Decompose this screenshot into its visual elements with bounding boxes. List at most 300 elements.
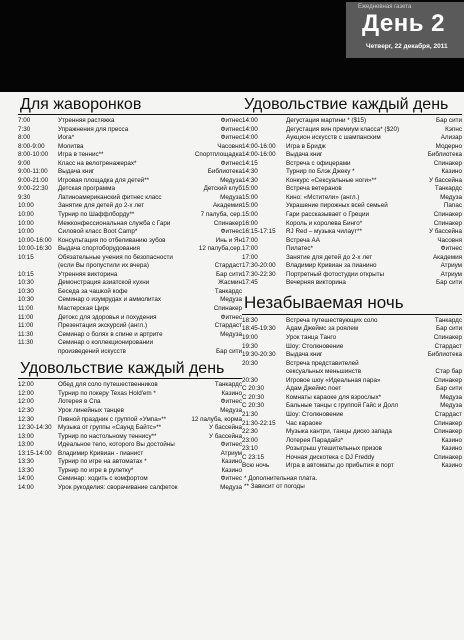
schedule-row	[242, 437, 462, 446]
event-time: 17:00	[242, 236, 258, 244]
event-time: 23:00	[242, 436, 258, 444]
event-time	[18, 348, 58, 357]
event-time: 10:00-16:30	[18, 245, 52, 253]
event-time: 20:30	[242, 359, 258, 367]
event-location: Библиотека	[207, 168, 242, 176]
event-time: 14:00	[242, 117, 258, 124]
event-name: Консультация по отбеливанию зубов	[58, 236, 166, 244]
event-location: Спинакер	[213, 219, 242, 227]
event-time: 18:45-19:30	[242, 325, 276, 333]
event-location: Атриум	[440, 270, 462, 278]
event-name: Обед для соло путешественников	[58, 381, 158, 389]
event-location: Спинакер	[433, 211, 462, 219]
schedule-row	[242, 177, 462, 186]
event-location: Часовня	[437, 236, 462, 244]
event-time: 9:00-22:30	[18, 185, 49, 193]
event-name: Турнир по настольному теннису**	[58, 432, 157, 440]
schedule-row	[18, 134, 242, 143]
event-location: Фитнес	[220, 159, 242, 167]
event-name: Игра в Бридж	[286, 142, 326, 150]
schedule-row	[242, 211, 462, 220]
schedule-row	[18, 305, 242, 314]
event-location: Танкардс	[214, 381, 242, 389]
event-time: 19:00	[242, 334, 258, 342]
event-location: Бар сити	[216, 347, 242, 355]
event-location: У бассейна	[428, 176, 462, 184]
event-time: 10:00	[18, 219, 34, 227]
event-name: Демонстрация азиатской кухни	[58, 279, 150, 287]
event-location: Казино	[441, 168, 462, 176]
event-name: RJ Red – музыка чилаут**	[286, 228, 362, 236]
section-title: Удовольствие каждый день	[242, 96, 462, 115]
schedule-row	[18, 117, 242, 126]
event-name: Мастерская Цирк	[58, 305, 109, 313]
event-location: Стардаст	[434, 342, 462, 350]
schedule-row	[242, 368, 462, 377]
event-time: 8:00	[18, 134, 31, 142]
event-name: Аукцион искусств с шампанским	[286, 134, 381, 142]
schedule-row	[242, 394, 462, 403]
schedule-row	[242, 271, 462, 280]
event-time: 11:00	[18, 313, 34, 321]
event-name: Занятие для детей до 2-х лет	[286, 253, 373, 261]
event-name: Межконфессиональная служба с Гари	[58, 219, 171, 227]
event-time: 15:00	[242, 211, 258, 219]
event-time: 17:00	[242, 245, 258, 253]
event-name: Музыка кантри, танцы диско запада	[286, 428, 392, 436]
schedule-row	[242, 194, 462, 203]
event-location: Атриум	[440, 262, 462, 270]
event-location: Папас	[443, 202, 462, 210]
event-time: 12:00	[18, 398, 34, 406]
schedule-row	[18, 416, 242, 425]
schedule-row	[242, 202, 462, 211]
footnote: ** Зависит от погоды	[244, 483, 305, 491]
schedule-row	[18, 450, 242, 459]
event-location: Танкардс	[434, 185, 462, 193]
event-location: Спинакер	[433, 159, 462, 167]
schedule-row	[18, 228, 242, 237]
event-time: 13:00	[18, 432, 34, 440]
schedule-row	[18, 254, 242, 263]
event-name: Пилатес*	[286, 245, 313, 253]
event-location: Спинакер	[213, 305, 242, 313]
event-location: Медуза	[440, 393, 462, 401]
event-time: 10:30	[18, 287, 34, 295]
event-time: 14:00	[18, 483, 34, 491]
event-name: Турнир по Блэк Джеку *	[286, 168, 355, 176]
schedule-row	[18, 151, 242, 160]
event-time: 9:00-21:00	[18, 176, 49, 184]
schedule-row	[18, 126, 242, 135]
event-location: У бассейна	[428, 228, 462, 236]
event-name: Идеальное тело, которого Вы достойны	[58, 441, 175, 449]
schedule-row	[18, 331, 242, 340]
event-name: Игра в автоматы до прибытия в порт	[286, 462, 394, 470]
left-column	[18, 96, 242, 492]
schedule-row	[18, 143, 242, 152]
event-name: Встреча с офицерами	[286, 159, 351, 167]
schedule-row	[242, 420, 462, 429]
event-time: 15:00	[242, 193, 258, 201]
schedule-row	[242, 254, 462, 263]
event-location: Академия	[212, 202, 242, 210]
event-name: Король и королева Бинго*	[286, 219, 363, 227]
schedule-row	[18, 296, 242, 305]
event-location: Бар сити	[436, 117, 462, 124]
event-name: Дегустация вин премиум класса* ($20)	[286, 125, 400, 133]
event-name: Конкурс «Сексуальные ноги»**	[286, 176, 377, 184]
event-location: Медуза	[220, 193, 242, 201]
section-title: Для жаворонков	[18, 96, 242, 115]
schedule-row	[242, 377, 462, 386]
event-location: Фитнес	[220, 313, 242, 321]
event-name: Класс на велотренажерах*	[58, 159, 137, 167]
event-location: Библиотека	[427, 151, 462, 159]
event-location: Фитнес	[220, 125, 242, 133]
event-name: Выдача книг	[286, 151, 323, 159]
schedule-row	[18, 237, 242, 246]
event-location: Спинакер	[433, 219, 462, 227]
event-time: 16:15-17:15	[242, 228, 276, 236]
event-location: Медуза	[440, 402, 462, 410]
event-location: Медуза	[220, 330, 242, 338]
schedule-row	[242, 151, 462, 160]
event-name: Семинар о изумрудах и аммолитах	[58, 296, 162, 304]
event-time: 12:30	[18, 406, 34, 414]
event-name: Вечерняя викторина	[286, 279, 346, 287]
schedule-row	[242, 220, 462, 229]
event-location: Медуза	[220, 296, 242, 304]
event-name: Час караоке	[286, 419, 322, 427]
schedule-row	[18, 458, 242, 467]
event-location: Спортплощадка	[194, 151, 242, 159]
schedule-row	[18, 467, 242, 476]
event-location: Инь и Ян	[215, 236, 242, 244]
event-time: С 20:30	[242, 402, 265, 410]
event-location: Бар сити	[436, 385, 462, 393]
event-time: 10:00	[18, 202, 34, 210]
event-location: Библиотека	[427, 351, 462, 359]
section-title: Незабываемая ночь	[242, 292, 462, 315]
event-name: Дегустация мартини * ($15)	[286, 117, 367, 124]
schedule-row	[242, 262, 462, 271]
event-time: 8:00-9:00	[18, 142, 45, 150]
event-time: 10:15	[18, 253, 34, 261]
event-time: 7:30	[18, 125, 31, 133]
event-name: Выдача книг	[286, 351, 323, 359]
event-location: 12 палуба, корма	[191, 415, 242, 423]
event-time: 10:00	[18, 211, 34, 219]
event-time: С 23:15	[242, 453, 265, 461]
schedule-row	[242, 343, 462, 352]
schedule-row	[242, 279, 462, 288]
event-name: Встреча представителей	[286, 359, 359, 367]
event-time: 7:00	[18, 117, 31, 124]
event-time: 12:00	[18, 381, 34, 389]
event-name: Адам Джеймс за роялем	[286, 325, 359, 333]
day-date: Четверг, 22 декабря, 2011	[366, 43, 448, 50]
event-time: 11:00	[18, 322, 34, 330]
schedule-row	[242, 134, 462, 143]
event-location: Бар сити	[216, 270, 242, 278]
schedule-row	[242, 160, 462, 169]
event-time: 22:30	[242, 428, 258, 436]
schedule-row	[242, 228, 462, 237]
schedule-row	[18, 381, 242, 390]
event-time: 10:30	[18, 296, 34, 304]
event-time: 17:45	[242, 279, 258, 287]
event-name: Утренняя викторина	[58, 270, 118, 278]
event-location: Казино	[221, 389, 242, 397]
event-name: Шоу: Столкновение	[286, 342, 344, 350]
event-name: Владимир Кривиан за пианино	[286, 262, 377, 270]
event-time: 14:00	[18, 475, 34, 483]
event-location: Академия	[432, 253, 462, 261]
event-location: Фитнес	[220, 134, 242, 142]
event-name: Пивной праздник с группой «Умпа»**	[58, 415, 167, 423]
schedule-row	[242, 402, 462, 411]
event-location: Медуза	[220, 483, 242, 491]
event-location: Фитнес	[220, 228, 242, 236]
event-time: 15:00	[242, 202, 258, 210]
schedule-row	[18, 441, 242, 450]
event-time: 9:30	[18, 193, 31, 201]
event-location: Спинакер	[433, 428, 462, 436]
event-name: Семинар о коллекционировании	[58, 339, 154, 347]
event-name: Гари рассказывает о Греции	[286, 211, 370, 219]
schedule-row	[242, 360, 462, 369]
section-title: Удовольствие каждый день	[18, 360, 242, 379]
event-name: Урок рукоделия: сворачивание салфеток	[58, 483, 178, 491]
event-time: 14:00	[242, 125, 258, 133]
event-time: 13:30	[18, 466, 34, 474]
event-name: Йога*	[58, 134, 75, 142]
event-time: 10:15	[18, 270, 34, 278]
event-time: 15:00	[242, 185, 258, 193]
event-name: Встреча АА	[286, 236, 320, 244]
schedule-row	[18, 407, 242, 416]
event-name: Портретный фотостудии открыты	[286, 270, 385, 278]
schedule-row	[242, 168, 462, 177]
event-time: 12:30-14:30	[18, 424, 52, 432]
event-name: Турнир по покеру Texas Hold'em *	[58, 389, 156, 397]
event-location: Казино	[441, 445, 462, 453]
event-time: 14:30	[242, 168, 258, 176]
event-location: Фитнес	[220, 475, 242, 483]
event-location: Стар бар	[435, 368, 462, 376]
schedule-row	[18, 484, 242, 493]
event-time: 12:00	[18, 389, 34, 397]
event-time	[242, 368, 286, 377]
schedule-row	[242, 185, 462, 194]
event-name: Презентация экскурсий (англ.)	[58, 322, 148, 330]
event-name: Музыка от группы «Саунд Байтс»**	[58, 424, 162, 432]
schedule-row	[18, 288, 242, 297]
schedule-row	[18, 262, 242, 271]
event-location: Спинакер	[433, 376, 462, 384]
event-location: Медуза	[220, 406, 242, 414]
event-name: Молитва	[58, 142, 84, 150]
event-location: Ализар	[440, 134, 462, 142]
schedule-row	[18, 271, 242, 280]
event-name: Шоу: Столкновение	[286, 410, 344, 418]
event-name: Выдача книг	[58, 168, 95, 176]
event-name: (если Вы пропустили их вчера)	[58, 262, 149, 270]
event-time: 13:30	[18, 458, 34, 466]
event-time: 11:30	[18, 339, 34, 347]
event-time: 8:00-10:00	[18, 151, 49, 159]
event-name: Лотерея Парадайз*	[286, 436, 344, 444]
event-time: 10:00-16:00	[18, 236, 52, 244]
event-time: 16:00	[242, 219, 258, 227]
schedule-row	[18, 339, 242, 348]
event-location: Спинакер	[433, 334, 462, 342]
event-name: сексуальных меньшинств	[286, 368, 362, 376]
event-time: 14:15	[242, 159, 258, 167]
event-name: Игра в теннис**	[58, 151, 104, 159]
event-name: Бальные танцы с группой Гайс и Долл	[286, 402, 399, 410]
event-name: Выдача спортоборудования	[58, 245, 140, 253]
event-location: Часовня	[217, 142, 242, 150]
schedule-row	[242, 143, 462, 152]
schedule-row	[242, 237, 462, 246]
event-time: 12:30	[18, 415, 34, 423]
event-name: Турнир по игре в рулетку*	[58, 466, 134, 474]
event-location: Фитнес	[220, 117, 242, 124]
event-location: Медуза	[440, 193, 462, 201]
event-location: Кэпнс	[445, 125, 462, 133]
event-time: 11:00	[18, 305, 34, 313]
event-name: Розыгрыш утешительных призов	[286, 445, 382, 453]
event-location: Спинакер	[433, 419, 462, 427]
schedule-row	[18, 322, 242, 331]
event-time: 21:30-22:15	[242, 419, 276, 427]
event-name: Детская программа	[58, 185, 115, 193]
event-time: 17:30-20:00	[242, 262, 276, 270]
event-time: 10:00	[18, 228, 34, 236]
event-name: Кино: «Мстители» (англ.)	[286, 193, 360, 201]
event-location: Фитнес	[440, 245, 462, 253]
event-location: У бассейна	[208, 424, 242, 432]
schedule-row	[242, 428, 462, 437]
event-name: Обязательные учения по безопасности	[58, 253, 173, 261]
event-name: Турнир по игре на автоматах *	[58, 458, 147, 466]
event-name: произведений искусств	[58, 347, 126, 355]
footnotes	[242, 475, 462, 492]
event-name: Утренняя растяжка	[58, 117, 115, 124]
schedule-row	[242, 411, 462, 420]
event-time: 9:00-11:00	[18, 168, 48, 176]
event-time: 17:00	[242, 253, 258, 261]
event-location: Стардаст	[434, 410, 462, 418]
event-time: 13:15-14:00	[18, 449, 52, 457]
schedule-row	[18, 424, 242, 433]
event-name: Детокс для здоровья и похудения	[58, 313, 157, 321]
event-location: 12 палуба,сер.	[198, 245, 242, 253]
event-name: Игровая площадка для детей**	[58, 176, 150, 184]
event-location: Стардаст	[214, 322, 242, 330]
day-title: День 2	[362, 10, 446, 37]
event-location: Детский клуб	[203, 185, 242, 193]
event-location: Модерно	[435, 142, 462, 150]
schedule-row	[18, 202, 242, 211]
event-location: Спинакер	[433, 453, 462, 461]
event-name: Семинар о болях в спине и артрите	[58, 330, 163, 338]
schedule-row	[18, 398, 242, 407]
event-time: 13:00	[18, 441, 34, 449]
schedule-row	[242, 245, 462, 254]
event-location: Казино	[221, 458, 242, 466]
schedule-row	[18, 185, 242, 194]
event-location: 7 палуба, сер.	[200, 211, 242, 219]
event-name: Урок линейных танцев	[58, 406, 124, 414]
schedule-row	[242, 334, 462, 343]
schedule-row	[18, 220, 242, 229]
schedule-row	[18, 314, 242, 323]
schedule-row	[242, 445, 462, 454]
event-time: 14:00	[242, 134, 258, 142]
event-location: Атриум	[220, 449, 242, 457]
event-name: Семинар: ходить с комфортом	[58, 475, 148, 483]
schedule-row	[18, 160, 242, 169]
event-location: Медуза	[220, 176, 242, 184]
schedule-row	[18, 194, 242, 203]
schedule-row	[242, 126, 462, 135]
event-time: 19:30	[242, 342, 258, 350]
event-name: Встреча ветеранов	[286, 185, 342, 193]
event-name: Латиноамериканский фитнес класс	[58, 193, 162, 201]
event-time: 14:00-16:00	[242, 151, 276, 159]
schedule-row	[242, 317, 462, 326]
event-time: 10:30	[18, 279, 34, 287]
event-name: Лотерея в Спа	[58, 398, 101, 406]
event-name: Комнаты караоке для взрослых*	[286, 393, 382, 401]
event-time: 21:30	[242, 410, 258, 418]
event-time: 11:30	[18, 330, 34, 338]
event-location: У бассейна	[208, 432, 242, 440]
event-name: Украшение пирожных всей семьей	[286, 202, 388, 210]
event-name: Занятие для детей до 2-х лет	[58, 202, 145, 210]
schedule-row	[242, 325, 462, 334]
event-location: Фитнес	[220, 441, 242, 449]
event-location: Стардаст	[214, 262, 242, 270]
day-stamp	[346, 2, 464, 58]
event-name: Силовой класс Boot Camp*	[58, 228, 138, 236]
event-location: Фитнес	[220, 398, 242, 406]
event-time: 19:30-20:30	[242, 351, 276, 359]
event-name: Ночная дискотека с DJ Freddy	[286, 453, 375, 461]
event-time: С 20:30	[242, 393, 265, 401]
event-location: Бар сити	[436, 325, 462, 333]
schedule-row	[18, 390, 242, 399]
footnote: * Дополнительная плата.	[244, 474, 318, 482]
event-name: Беседа за чашкой кофе	[58, 287, 128, 295]
event-time: 14:30	[242, 176, 258, 184]
schedule-row	[242, 462, 462, 471]
schedule-row	[242, 117, 462, 126]
event-time: 14:00-16:00	[242, 142, 276, 150]
event-location: Жасмин	[218, 279, 242, 287]
schedule-row	[18, 211, 242, 220]
event-time: 17:30-22:30	[242, 270, 276, 278]
event-time: 23:10	[242, 445, 258, 453]
event-name: Встреча путешествующих соло	[286, 316, 378, 324]
event-location	[459, 360, 462, 369]
event-time: С 20:30	[242, 385, 265, 393]
stamp-top-text: Ежедневная газета	[358, 4, 412, 10]
event-location: Танкардс	[434, 316, 462, 324]
